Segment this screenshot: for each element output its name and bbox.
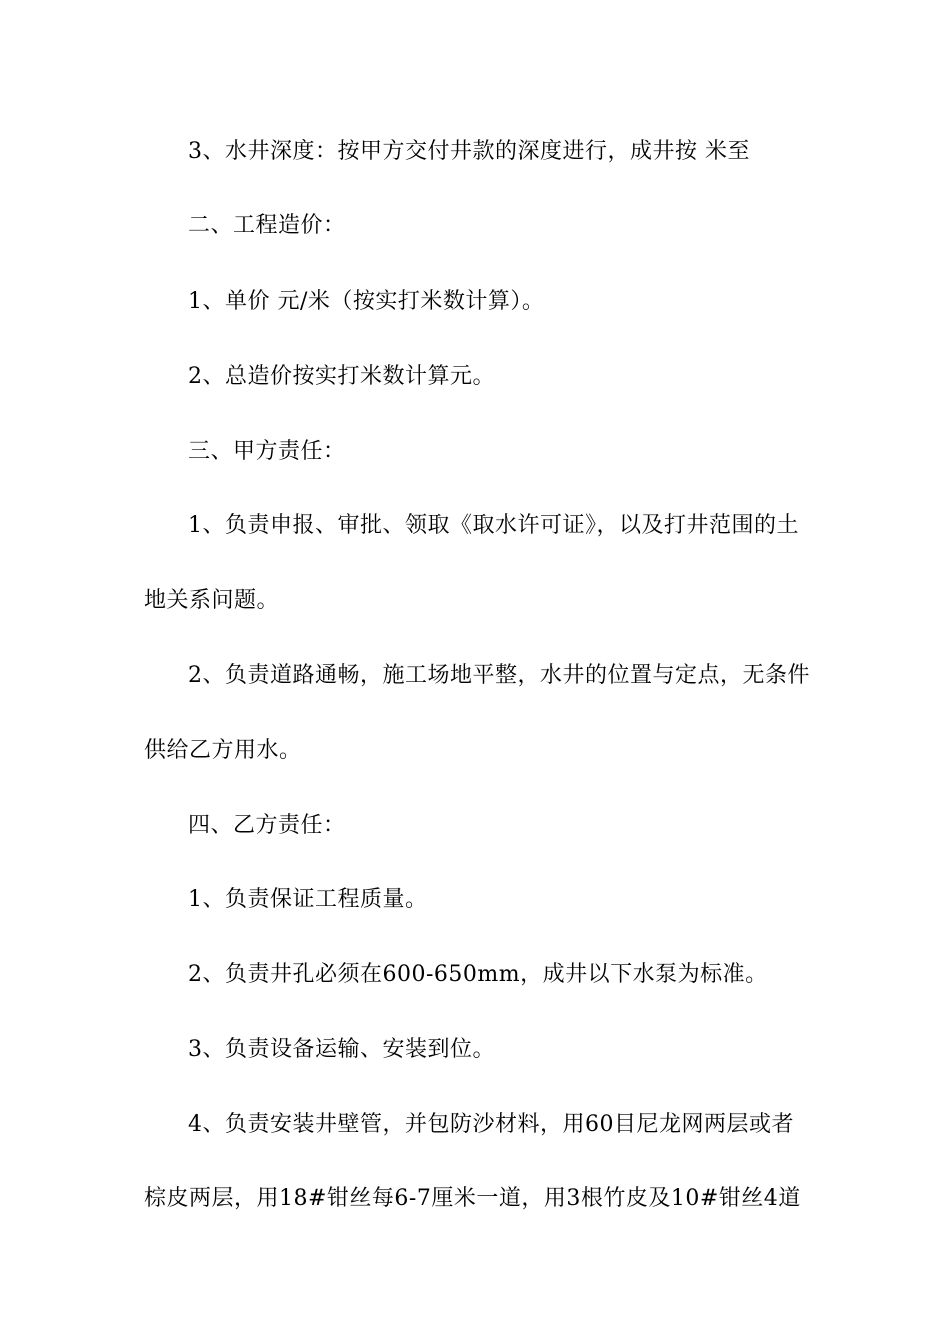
heading-party-a-responsibility: 三、甲方责任： xyxy=(188,439,346,464)
text-line-total-cost: 2、总造价按实打米数计算元。 xyxy=(188,364,495,389)
text-line-road-site: 2、负责道路通畅，施工场地平整，水井的位置与定点，无条件 xyxy=(188,663,810,688)
text-line-road-site-cont: 供给乙方用水。 xyxy=(144,738,302,763)
text-line-casing: 4、负责安装井壁管，并包防沙材料，用60目尼龙网两层或者 xyxy=(188,1112,794,1137)
text-line-bore-size: 2、负责井孔必须在600-650mm，成井以下水泵为标准。 xyxy=(188,962,768,987)
text-line-well-depth: 3、水井深度：按甲方交付井款的深度进行，成井按 米至 xyxy=(188,139,750,164)
text-line-equipment: 3、负责设备运输、安装到位。 xyxy=(188,1037,495,1062)
text-line-permit-cont: 地关系问题。 xyxy=(144,588,280,613)
text-line-unit-price: 1、单价 元/米（按实打米数计算）。 xyxy=(188,289,545,314)
heading-project-cost: 二、工程造价： xyxy=(188,213,346,238)
text-line-permit: 1、负责申报、审批、领取《取水许可证》，以及打井范围的土 xyxy=(188,513,799,538)
heading-party-b-responsibility: 四、乙方责任： xyxy=(188,813,346,838)
text-line-casing-cont: 棕皮两层，用18#钳丝每6-7厘米一道，用3根竹皮及10#钳丝4道 xyxy=(144,1186,801,1211)
text-line-quality: 1、负责保证工程质量。 xyxy=(188,887,428,912)
